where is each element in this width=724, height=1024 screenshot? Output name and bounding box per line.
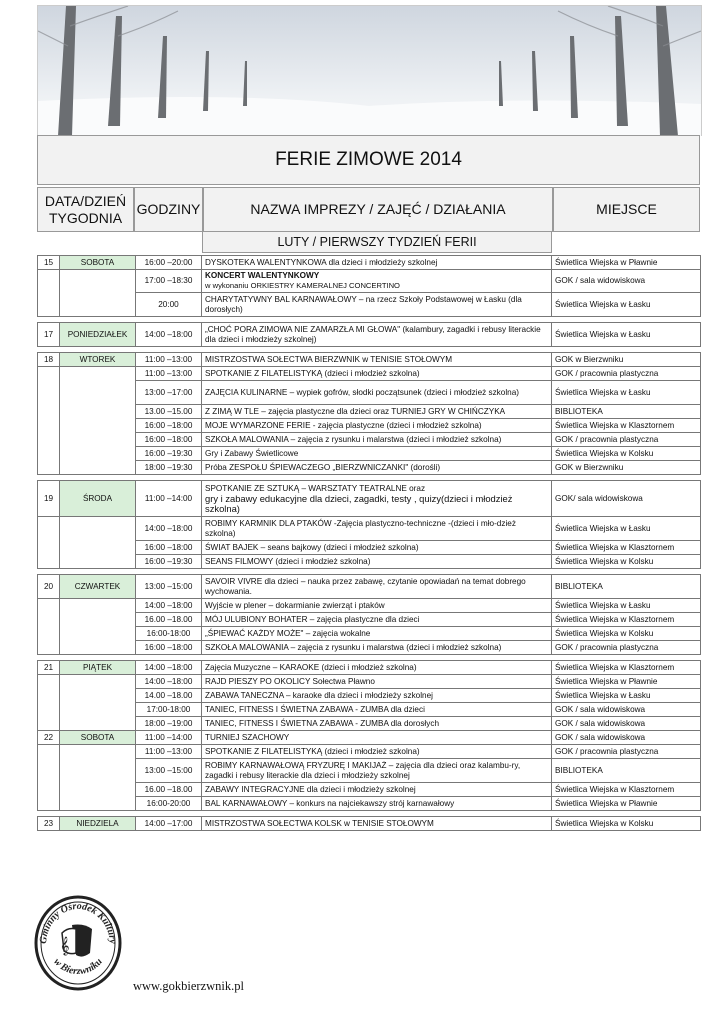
event-time: 11:00 –14:00 [136, 481, 202, 517]
event-place: Świetlica Wiejska w Łasku [552, 689, 701, 703]
event-time: 18:00 –19:30 [136, 461, 202, 475]
table-row [38, 447, 701, 461]
website-link[interactable]: www.gokbierzwnik.pl [133, 979, 244, 993]
event-name: Zajęcia Muzyczne – KARAOKE (dzieci i młodzież szkolna) [202, 661, 552, 675]
event-name: CHARYTATYWNY BAL KARNAWAŁOWY – na rzecz Szkoły Podstawowej w Łasku (dla dorosłych) [202, 293, 552, 317]
day-name: NIEDZIELA [60, 817, 136, 831]
event-time: 16:00 –19:30 [136, 555, 202, 569]
day-name: PIĄTEK [60, 661, 136, 675]
event-name: ZABAWA TANECZNA – karaoke dla dzieci i młodzieży szkolnej [202, 689, 552, 703]
event-name: BAL KARNAWAŁOWY – konkurs na najciekawszy strój karnawałowy [202, 797, 552, 811]
event-time: 14:00 –18:00 [136, 675, 202, 689]
svg-text:Gminny Ośrodek Kultury: Gminny Ośrodek Kultury [37, 900, 119, 945]
event-place: Świetlica Wiejska w Pławnie [552, 256, 701, 270]
event-place: GOK / sala widowiskowa [552, 731, 701, 745]
event-time: 18:00 –19:00 [136, 717, 202, 731]
event-name: SEANS FILMOWY (dzieci i młodzież szkolna) [202, 555, 552, 569]
day-number [38, 599, 60, 655]
table-row [38, 675, 701, 689]
day-name: WTOREK [60, 353, 136, 367]
event-place: Świetlica Wiejska w Klasztornem [552, 541, 701, 555]
day-number: 22 [38, 731, 60, 745]
event-place: Świetlica Wiejska w Kolsku [552, 627, 701, 641]
event-time: 13:00 –15:00 [136, 759, 202, 783]
event-subtitle: gry i zabawy edukacyjne dla dzieci, zagadki, testy , quizy(dzieci i młodzież szkolna) [205, 492, 513, 514]
event-time: 11:00 –14:00 [136, 731, 202, 745]
event-name: MOJE WYMARZONE FERIE - zajęcia plastyczne (dzieci i młodzież szkolna) [202, 419, 552, 433]
table-row [38, 481, 701, 517]
event-time: 14:00 –18:00 [136, 517, 202, 541]
event-time: 14:00 –18:00 [136, 323, 202, 347]
event-name [202, 270, 552, 293]
event-time: 13:00 –17:00 [136, 381, 202, 405]
table-row [38, 381, 701, 405]
table-row [38, 759, 701, 783]
event-name: MISTRZOSTWA SOŁECTWA BIERZWNIK w TENISIE STOŁOWYM [202, 353, 552, 367]
event-place: Świetlica Wiejska w Kolsku [552, 555, 701, 569]
event-place: BIBLIOTEKA [552, 759, 701, 783]
day-number [38, 675, 60, 731]
event-time: 16:00 –18:00 [136, 641, 202, 655]
event-time: 16:00 –20:00 [136, 256, 202, 270]
table-row [38, 575, 701, 599]
day-name: SOBOTA [60, 731, 136, 745]
table-row [38, 367, 701, 381]
event-subtitle: w wykonaniu ORKIESTRY KAMERALNEJ CONCERTINO [205, 281, 400, 290]
header-place: MIEJSCE [553, 187, 700, 232]
day-name [60, 517, 136, 569]
header-date: DATA/DZIEŃ TYGODNIA [37, 187, 134, 232]
event-name: SPOTKANIE Z FILATELISTYKĄ (dzieci i młodzież szkolna) [202, 745, 552, 759]
day-name [60, 599, 136, 655]
event-place: Świetlica Wiejska w Łasku [552, 517, 701, 541]
event-time: 16:00 –18:00 [136, 541, 202, 555]
event-name: Wyjście w plener – dokarmianie zwierząt i ptaków [202, 599, 552, 613]
event-time: 16:00 –19:30 [136, 447, 202, 461]
day-name: CZWARTEK [60, 575, 136, 599]
table-row [38, 689, 701, 703]
table-row [38, 323, 701, 347]
table-row [38, 627, 701, 641]
table-row [38, 270, 701, 293]
event-place: BIBLIOTEKA [552, 575, 701, 599]
table-row [38, 555, 701, 569]
event-place: BIBLIOTEKA [552, 405, 701, 419]
table-row [38, 641, 701, 655]
day-name [60, 745, 136, 811]
table-row [38, 717, 701, 731]
page-title-box [37, 135, 700, 185]
event-time: 17:00-18:00 [136, 703, 202, 717]
event-time: 16.00 –18.00 [136, 613, 202, 627]
event-name [202, 481, 552, 517]
table-row [38, 256, 701, 270]
event-time: 16:00 –18:00 [136, 433, 202, 447]
day-number: 15 [38, 256, 60, 270]
winter-banner-image [37, 5, 702, 136]
day-number: 17 [38, 323, 60, 347]
event-place: GOK / sala widowiskowa [552, 717, 701, 731]
event-place: Świetlica Wiejska w Łasku [552, 323, 701, 347]
day-number: 19 [38, 481, 60, 517]
table-row [38, 419, 701, 433]
gok-logo [32, 893, 124, 993]
table-row [38, 613, 701, 627]
table-row [38, 293, 701, 317]
table-row [38, 599, 701, 613]
table-row [38, 783, 701, 797]
schedule-table [37, 255, 701, 831]
table-row [38, 517, 701, 541]
header-hours: GODZINY [134, 187, 203, 232]
day-name [60, 367, 136, 475]
table-row [38, 461, 701, 475]
event-name: ZABAWY INTEGRACYJNE dla dzieci i młodzieży szkolnej [202, 783, 552, 797]
event-title: KONCERT WALENTYNKOWY [205, 271, 320, 280]
table-row [38, 661, 701, 675]
event-place: Świetlica Wiejska w Klasztornem [552, 661, 701, 675]
event-place: GOK / sala widowiskowa [552, 270, 701, 293]
day-name: SOBOTA [60, 256, 136, 270]
event-time: 13.00 –15.00 [136, 405, 202, 419]
event-name: SPOTKANIE Z FILATELISTYKĄ (dzieci i młodzież szkolna) [202, 367, 552, 381]
event-name: „CHOĆ PORA ZIMOWA NIE ZAMARZŁA MI GŁOWA" (kalambury, zagadki i rebusy literackie dla dzieci i młodzieży szkolnej) [202, 323, 552, 347]
event-place: Świetlica Wiejska w Łasku [552, 293, 701, 317]
day-number: 18 [38, 353, 60, 367]
table-row [38, 433, 701, 447]
event-name: SZKOŁA MALOWANIA – zajęcia z rysunku i malarstwa (dzieci i młodzież szkolna) [202, 641, 552, 655]
event-place: Świetlica Wiejska w Kolsku [552, 817, 701, 831]
event-name: TANIEC, FITNESS I ŚWIETNA ZABAWA - ZUMBA dla dorosłych [202, 717, 552, 731]
event-time: 13:00 –15:00 [136, 575, 202, 599]
event-place: GOK / sala widowiskowa [552, 703, 701, 717]
table-row [38, 703, 701, 717]
table-row [38, 731, 701, 745]
event-name: Z ZIMĄ W TLE – zajęcia plastyczne dla dzieci oraz TURNIEJ GRY W CHIŃCZYKA [202, 405, 552, 419]
day-number [38, 745, 60, 811]
event-name: MÓJ ULUBIONY BOHATER – zajęcia plastyczne dla dzieci [202, 613, 552, 627]
day-name [60, 675, 136, 731]
day-number: 23 [38, 817, 60, 831]
table-row [38, 353, 701, 367]
event-time: 16.00 –18.00 [136, 783, 202, 797]
event-place: GOK/ sala widowiskowa [552, 481, 701, 517]
event-time: 11:00 –13:00 [136, 745, 202, 759]
event-time: 17:00 –18:30 [136, 270, 202, 293]
event-name: DYSKOTEKA WALENTYNKOWA dla dzieci i młodzieży szkolnej [202, 256, 552, 270]
event-name: „ŚPIEWAĆ KAŻDY MOŻE" – zajęcia wokalne [202, 627, 552, 641]
day-number [38, 367, 60, 475]
event-time: 16:00 –18:00 [136, 419, 202, 433]
event-place: GOK / pracownia plastyczna [552, 641, 701, 655]
event-name: MISTRZOSTWA SOŁECTWA KOLSK w TENISIE STOŁOWYM [202, 817, 552, 831]
event-name: SZKOŁA MALOWANIA – zajęcia z rysunku i malarstwa (dzieci i młodzież szkolna) [202, 433, 552, 447]
event-place: GOK / pracownia plastyczna [552, 367, 701, 381]
table-row [38, 817, 701, 831]
day-number [38, 517, 60, 569]
event-place: Świetlica Wiejska w Klasztornem [552, 613, 701, 627]
table-row [38, 541, 701, 555]
event-name: Gry i Zabawy Świetlicowe [202, 447, 552, 461]
event-name: TURNIEJ SZACHOWY [202, 731, 552, 745]
table-row [38, 745, 701, 759]
event-name: Próba ZESPOŁU ŚPIEWACZEGO „BIERZWNICZANKI" (dorośli) [202, 461, 552, 475]
day-number [38, 270, 60, 317]
event-time: 14.00 –18.00 [136, 689, 202, 703]
event-time: 16:00-18:00 [136, 627, 202, 641]
table-row [38, 405, 701, 419]
event-place: Świetlica Wiejska w Pławnie [552, 675, 701, 689]
event-place: GOK w Bierzwniku [552, 461, 701, 475]
table-row [38, 797, 701, 811]
page-title: FERIE ZIMOWE 2014 [275, 149, 462, 170]
event-time: 16:00-20:00 [136, 797, 202, 811]
event-place: GOK w Bierzwniku [552, 353, 701, 367]
day-number: 21 [38, 661, 60, 675]
event-time: 11:00 –13:00 [136, 367, 202, 381]
day-name [60, 270, 136, 317]
event-place: Świetlica Wiejska w Pławnie [552, 797, 701, 811]
event-name: ROBIMY KARMNIK DLA PTAKÓW -Zajęcia plastyczno-techniczne -(dzieci i mło-dzież szkolna) [202, 517, 552, 541]
svg-text:w Bierzwniku: w Bierzwniku [51, 956, 105, 978]
event-place: Świetlica Wiejska w Łasku [552, 381, 701, 405]
day-name: PONIEDZIAŁEK [60, 323, 136, 347]
event-name: ŚWIAT BAJEK – seans bajkowy (dzieci i młodzież szkolna) [202, 541, 552, 555]
event-name: TANIEC, FITNESS I ŚWIETNA ZABAWA - ZUMBA dla dzieci [202, 703, 552, 717]
event-place: Świetlica Wiejska w Łasku [552, 599, 701, 613]
event-place: Świetlica Wiejska w Kolsku [552, 447, 701, 461]
event-time: 20:00 [136, 293, 202, 317]
event-name: ZAJĘCIA KULINARNE – wypiek gofrów, słodki początsunek (dzieci i młodzież szkolna) [202, 381, 552, 405]
day-name: ŚRODA [60, 481, 136, 517]
event-name: ROBIMY KARNAWAŁOWĄ FRYZURĘ I MAKIJAŻ – zajęcia dla dzieci oraz kalambu-ry, zagadki i rebusy literackie dla dzieci i młodzieży szkolnej [202, 759, 552, 783]
event-place: GOK / pracownia plastyczna [552, 433, 701, 447]
event-time: 14:00 –18:00 [136, 599, 202, 613]
event-name: SAVOIR VIVRE dla dzieci – nauka przez zabawę, czytanie opowiadań na temat dobrego wychowania. [202, 575, 552, 599]
event-time: 14:00 –18:00 [136, 661, 202, 675]
event-time: 14:00 –17:00 [136, 817, 202, 831]
event-title: SPOTKANIE ZE SZTUKĄ – WARSZTATY TEATRALNE oraz [205, 483, 426, 493]
event-time: 11:00 –13:00 [136, 353, 202, 367]
day-number: 20 [38, 575, 60, 599]
header-event: NAZWA IMPREZY / ZAJĘĆ / DZIAŁANIA [203, 187, 553, 232]
event-place: Świetlica Wiejska w Klasztornem [552, 783, 701, 797]
svg-text:𝄞: 𝄞 [60, 936, 70, 955]
event-place: Świetlica Wiejska w Klasztornem [552, 419, 701, 433]
event-name: RAJD PIESZY PO OKOLICY Sołectwa Pławno [202, 675, 552, 689]
event-place: GOK / pracownia plastyczna [552, 745, 701, 759]
week-label: LUTY / PIERWSZY TYDZIEŃ FERII [202, 231, 552, 253]
